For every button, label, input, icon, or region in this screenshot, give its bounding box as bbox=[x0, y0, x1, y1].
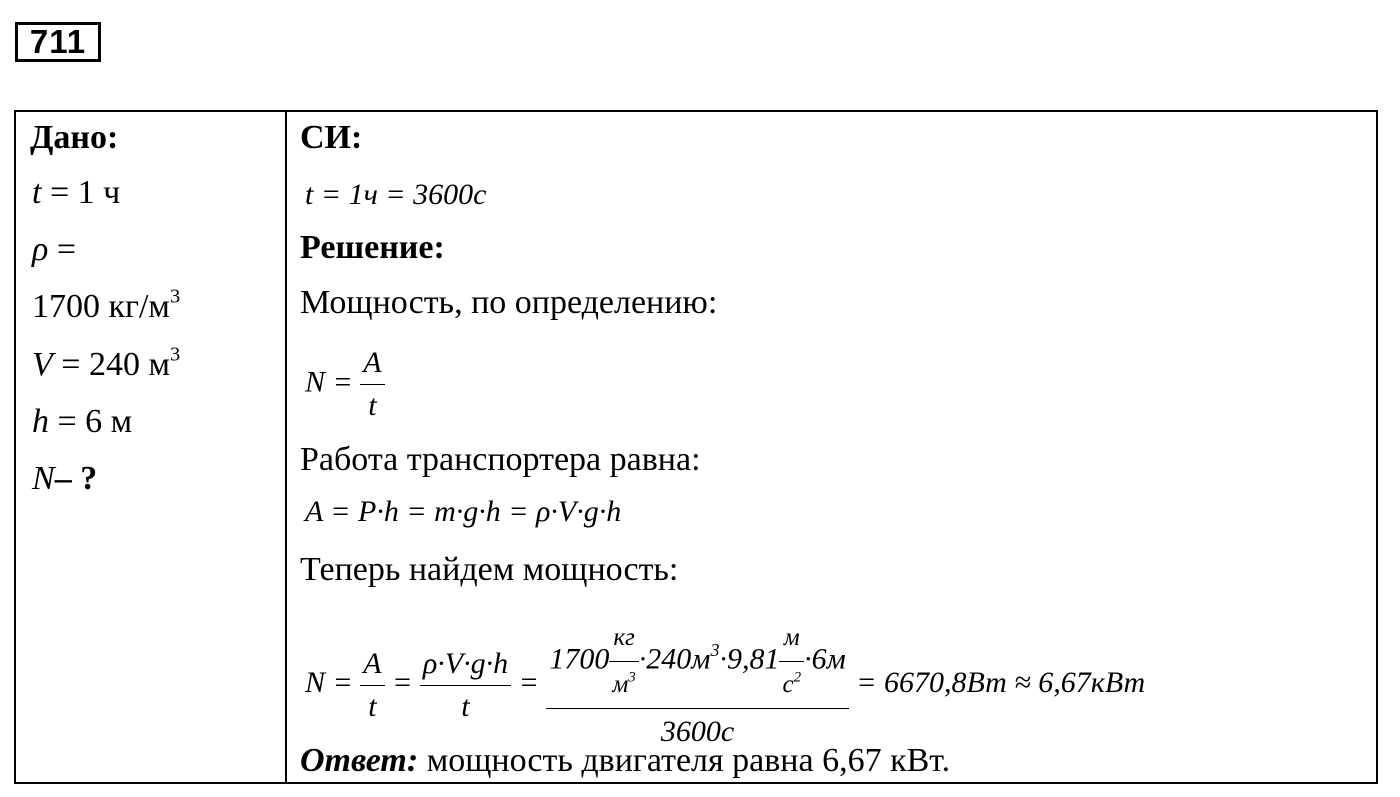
unit-s2-base: с bbox=[782, 671, 794, 698]
given-density-number: 1700 кг/м bbox=[32, 288, 170, 325]
formula-power-calculation bbox=[305, 615, 1145, 755]
formula-3-a-denominator: t bbox=[368, 689, 377, 723]
given-time-value: = 1 ч bbox=[41, 174, 121, 211]
given-unknown-var: N bbox=[32, 460, 55, 497]
formula-3-equals-2: = bbox=[518, 665, 539, 699]
solution-text-1: Мощность, по определению: bbox=[300, 284, 718, 321]
given-density-var: ρ bbox=[32, 231, 49, 268]
given-density-value bbox=[32, 287, 180, 327]
given-time bbox=[32, 173, 120, 213]
answer-label: Ответ: bbox=[300, 742, 419, 779]
formula-3-fraction-a bbox=[360, 643, 384, 728]
formula-3-lhs: N = bbox=[305, 665, 353, 699]
given-density-eq: = bbox=[48, 231, 77, 268]
formula-work: A = P·h = m·g·h = ρ·V·g·h bbox=[305, 495, 622, 528]
solution-column bbox=[287, 110, 1377, 784]
given-volume-exp: 3 bbox=[169, 343, 181, 366]
solution-text-3: Теперь найдем мощность: bbox=[300, 551, 679, 588]
given-volume bbox=[32, 345, 180, 385]
formula-1-numerator: A bbox=[360, 342, 384, 385]
given-title: Дано: bbox=[30, 119, 119, 156]
given-density bbox=[32, 230, 76, 270]
formula-3-fraction-c bbox=[546, 615, 848, 755]
answer-text: мощность двигателя равна 6,67 кВт. bbox=[418, 742, 951, 779]
formula-3-c-denominator: 3600с bbox=[660, 715, 735, 748]
formula-3-b-denominator: t bbox=[461, 689, 470, 723]
formula-3-c-numerator bbox=[546, 615, 848, 709]
unit-m3 bbox=[609, 662, 638, 708]
given-unknown bbox=[32, 459, 97, 499]
solution-title: Решение: bbox=[300, 229, 445, 266]
formula-1-lhs: N = bbox=[305, 365, 353, 399]
value-1700: 1700 bbox=[549, 642, 610, 676]
unit-m-per-s2 bbox=[779, 615, 804, 708]
formula-3-a-numerator: A bbox=[360, 643, 384, 686]
solution-text-2: Работа транспортера равна: bbox=[300, 441, 701, 478]
given-density-exp: 3 bbox=[169, 285, 181, 308]
given-height bbox=[32, 402, 132, 442]
given-unknown-mark: – ? bbox=[54, 460, 98, 497]
formula-3-equals-1: = bbox=[392, 665, 413, 699]
given-volume-value: = 240 м bbox=[52, 346, 170, 383]
unit-m3-exp: 3 bbox=[628, 669, 636, 686]
value-6m: ·6м bbox=[804, 642, 846, 676]
formula-power-definition bbox=[305, 342, 385, 427]
given-column bbox=[0, 110, 285, 784]
si-title: СИ: bbox=[300, 119, 363, 156]
formula-3-fraction-b bbox=[420, 643, 511, 728]
given-height-value: = 6 м bbox=[49, 403, 133, 440]
si-conversion: t = 1ч = 3600с bbox=[305, 178, 487, 211]
value-240m3-exp: 3 bbox=[710, 639, 720, 660]
formula-3-result: = 6670,8Вт ≈ 6,67кВт bbox=[856, 665, 1146, 699]
unit-s2-exp: 2 bbox=[793, 669, 802, 686]
value-240m3: ·240м bbox=[638, 642, 711, 676]
formula-1-denominator: t bbox=[368, 389, 377, 422]
value-981: ·9,81 bbox=[719, 642, 780, 676]
unit-m3-base: м bbox=[612, 671, 629, 698]
unit-m: м bbox=[779, 615, 804, 662]
given-volume-var: V bbox=[32, 346, 53, 383]
formula-1-fraction bbox=[360, 342, 384, 427]
formula-3-b-numerator: ρ·V·g·h bbox=[420, 643, 511, 686]
given-time-var: t bbox=[32, 174, 42, 211]
unit-s2 bbox=[779, 662, 804, 708]
unit-kg: кг bbox=[609, 615, 638, 662]
given-height-var: h bbox=[32, 403, 49, 440]
unit-kg-per-m3 bbox=[609, 615, 638, 708]
problem-number: 711 bbox=[15, 22, 101, 62]
answer bbox=[300, 741, 950, 781]
